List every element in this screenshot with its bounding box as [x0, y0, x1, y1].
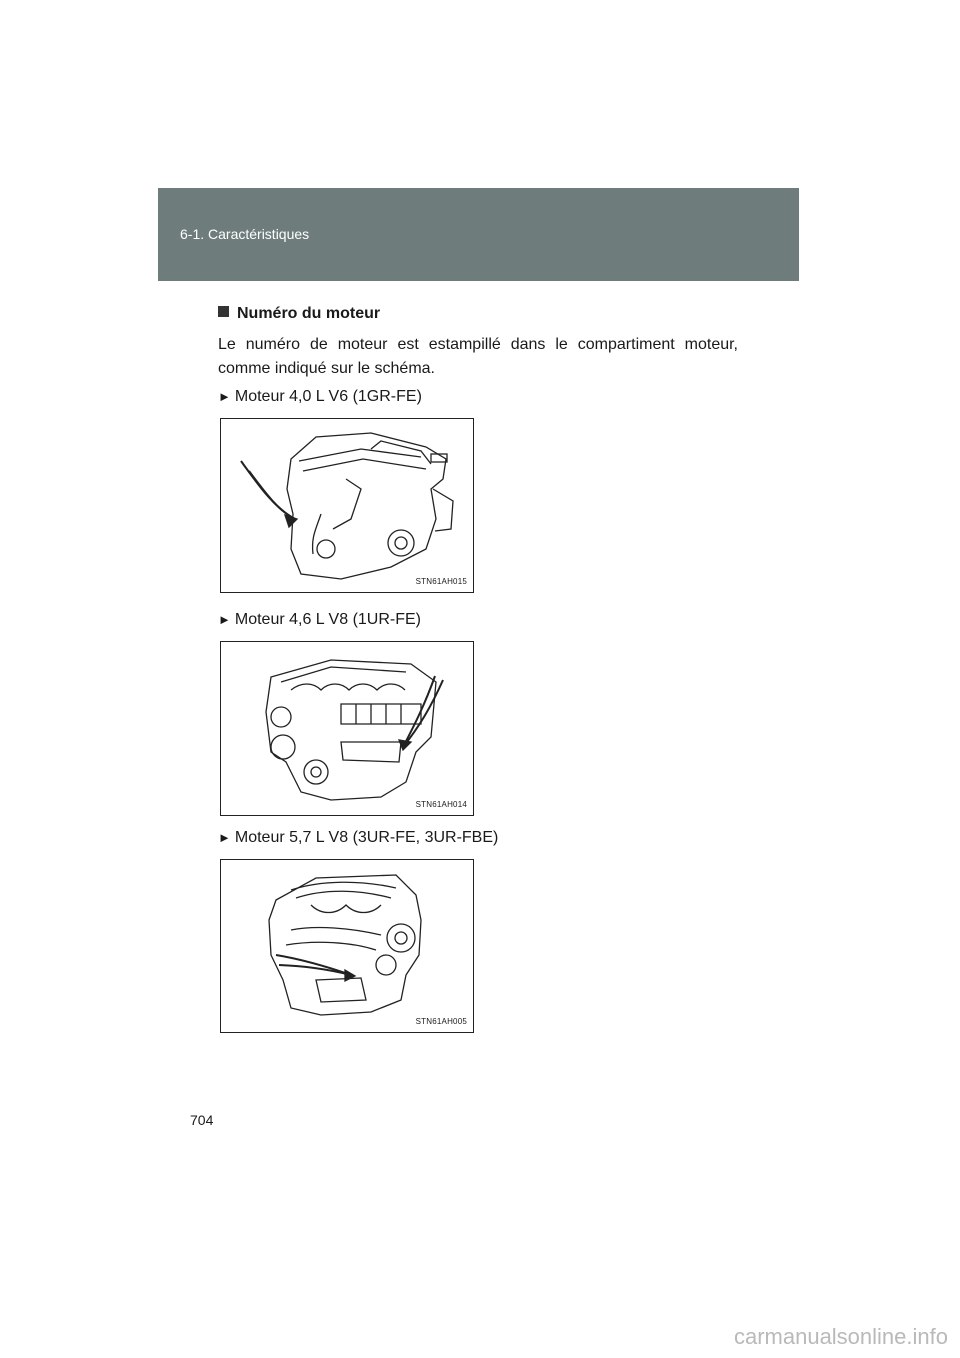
- square-bullet-icon: [218, 306, 229, 317]
- engine-label-2-text: Moteur 4,6 L V8 (1UR-FE): [234, 611, 422, 628]
- engine-label-1-text: Moteur 4,0 L V6 (1GR-FE): [234, 388, 422, 405]
- engine-figure-1: [220, 418, 474, 593]
- section-header: [158, 188, 799, 281]
- engine-label-2: [218, 611, 421, 629]
- figure-code-2: STN61AH014: [415, 800, 467, 809]
- engine-1-drawing: [221, 419, 474, 593]
- engine-label-3: [218, 829, 498, 847]
- triangle-bullet-icon: ►: [218, 389, 231, 404]
- engine-label-1: [218, 388, 422, 406]
- section-title: 6-1. Caractéristiques: [180, 226, 310, 242]
- engine-3-drawing: [221, 860, 474, 1033]
- heading: [218, 305, 380, 323]
- figure-code-3: STN61AH005: [415, 1017, 467, 1026]
- heading-text: Numéro du moteur: [237, 305, 381, 322]
- triangle-bullet-icon: ►: [218, 830, 231, 845]
- watermark[interactable]: carmanualsonline.info: [733, 1324, 948, 1349]
- engine-label-3-text: Moteur 5,7 L V8 (3UR-FE, 3UR-FBE): [234, 829, 499, 846]
- engine-2-drawing: [221, 642, 474, 816]
- engine-figure-3: [220, 859, 474, 1033]
- page-number: 704: [190, 1112, 214, 1128]
- engine-figure-2: [220, 641, 474, 816]
- triangle-bullet-icon: ►: [218, 612, 231, 627]
- intro-paragraph: Le numéro de moteur est estampillé dans le compartiment moteur, comme indiqué sur le schéma.: [218, 336, 738, 377]
- figure-code-1: STN61AH015: [415, 577, 467, 586]
